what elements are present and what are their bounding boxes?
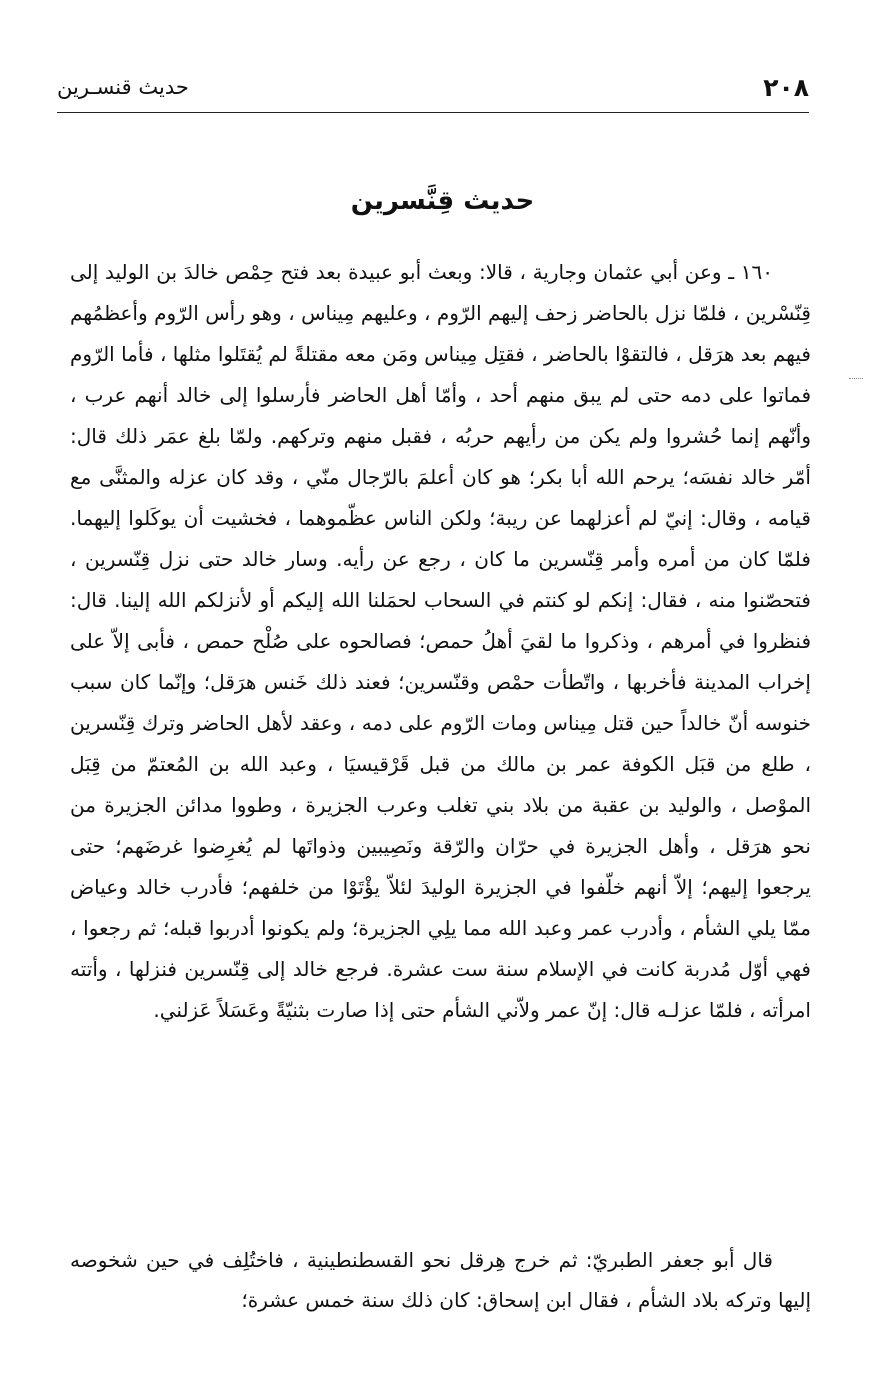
margin-mark <box>849 378 863 379</box>
running-title: حديث قنسـرين <box>57 75 189 99</box>
main-narrative <box>70 252 811 1031</box>
header-rule <box>57 112 809 113</box>
commentary-paragraph: قال أبو جعفر الطبريّ: ثم خرج هِرقل نحو القسطنطينية ، فاختُلِف في حين شخوصه إليها وتركه بلاد الشأم ، فقال ابن إسحاق: كان ذلك سنة خمس عشرة؛ <box>70 1248 811 1312</box>
page-header <box>57 70 809 104</box>
narrative-paragraph: ١٦٠ ـ وعن أبي عثمان وجارية ، قالا: وبعث أبو عبيدة بعد فتح حِمْص خالدَ بن الوليد إلى قِنّسْرين ، فلمّا نزل بالحاضر زحف إليهم الرّوم ، وعليهم مِيناس ، وهو رأس الرّوم وأعظمُهم فيهم بعد هرَقل ، فالتقوْا بالحاضر ، فقتِل مِيناس ومَن معه مقتلةً لم يُقتَلوا مثلها ، فأما الرّوم فماتوا على دمه حتى لم يبق منهم أحد ، وأمّا أهل الحاضر فأرسلوا إلى خالد أنهم عرب ، وأنّهم إنما حُشروا ولم يكن من رأيهم حربُه ، فقبل منهم وتركهم. ولمّا بلغ عمَر ذلك قال: أمّر خالد نفسَه؛ يرحم الله أبا بكر؛ هو كان أعلمَ بالرّجال منّي ، وقد كان عزله والمثنَّى مع قيامه ، وقال: إنيّ لم أعزلهما عن ريبة؛ ولكن الناس عظّموهما ، فخشيت أن يوكَلوا إليهما. فلمّا كان من أمره وأمر قِنّسرين ما كان ، رجع عن رأيه. وسار خالد حتى نزل قِنّسرين ، فتحصّنوا منه ، فقال: إنكم لو كنتم في السحاب لحمَلنا الله إليكم أو لأنزلكم الله إلينا. قال: فنظروا في أمرهم ، وذكروا ما لقيَ أهلُ حمص؛ فصالحوه على صُلْح حمص ، فأبى إلاّ على إخراب المدينة فأخربها ، واتّطأت حمْص وقنّسرين؛ فعند ذلك خَنس هرَقل؛ وإنّما كان سبب خنوسه أنّ خالداً حين قتل مِيناس ومات الرّوم على دمه ، وعقد لأهل الحاضر وترك قِنّسرين ، طلع من قبَل الكوفة عمر بن مالك من قبل قَرْقيسيَا ، وعبد الله بن المُعتمّ من قِبَل الموْصل ، والوليد بن عقبة من بلاد بني تغلب وعرب الجزيرة ، وطووا مدائن الجزيرة من نحو هرَقل ، وأهل الجزيرة في حرّان والرّقة ونَصِيبين وذواتَها لم يُغرِضوا غرضَهم؛ حتى يرجعوا إليهم؛ إلاّ أنهم خلّفوا في الجزيرة الوليدَ لئلاّ يؤْتَوْا من خلفهم؛ فأدرب خالد وعياض ممّا يلي الشأم ، وأدرب عمر وعبد الله مما يلِي الجزيرة؛ ولم يكونوا أدربوا قبله؛ ثم رجعوا ، فهي أوّل مُدربة كانت في الإسلام سنة ست عشرة. فرجع خالد إلى قِنّسرين فنزلها ، وأتته امرأته ، فلمّا عزلـه قال: إنّ عمر ولاّني الشأم حتى إذا صارت بثنيّةً وعَسَلاً عَزلني. <box>70 260 811 1022</box>
section-title: حديث قِنَّسرين <box>350 186 535 216</box>
tabari-commentary <box>70 1240 811 1320</box>
page-number: ٢٠٨ <box>763 72 809 102</box>
